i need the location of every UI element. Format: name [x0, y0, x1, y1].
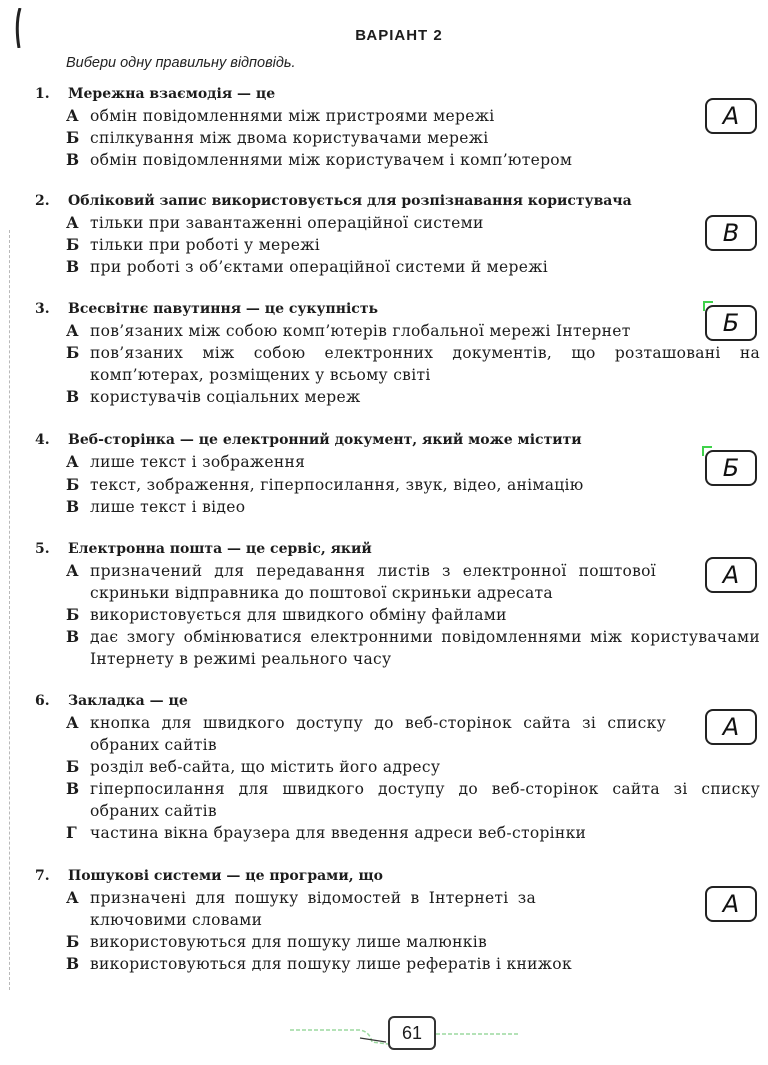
option-letter: В: [66, 387, 80, 406]
margin-line: [9, 230, 11, 990]
option-a[interactable]: [66, 712, 666, 756]
option-text: призначений для передавання листів з електронної поштової скриньки відправника до поштової скриньки адресата: [90, 562, 656, 602]
option-c[interactable]: [66, 953, 572, 975]
answer-box[interactable]: [705, 886, 757, 922]
option-text: тільки при завантаженні операційної системи: [90, 214, 484, 232]
answer-value: А: [722, 713, 740, 741]
option-text: обмін повідомленнями між користувачем і комп’ютером: [90, 151, 573, 169]
question-stem: Мережна взаємодія — це: [68, 86, 276, 102]
answer-box[interactable]: [705, 557, 757, 593]
footer-decoration: [0, 1008, 768, 1058]
option-text: користувачів соціальних мереж: [90, 388, 361, 406]
question-stem: Електронна пошта — це сервіс, який: [68, 541, 372, 557]
option-text: використовується для швидкого обміну файлами: [90, 606, 507, 624]
answer-value: А: [722, 102, 740, 130]
answer-value: А: [722, 890, 740, 918]
option-text: пов’язаних між собою комп’ютерів глобальної мережі Інтернет: [90, 322, 631, 340]
option-letter: Б: [66, 605, 80, 624]
instruction-text: Вибери одну правильну відповідь.: [66, 55, 296, 71]
option-b[interactable]: [66, 342, 760, 386]
option-letter: В: [66, 257, 80, 276]
option-a[interactable]: [66, 887, 536, 931]
option-letter: Б: [66, 235, 80, 254]
option-text: використовуються для пошуку лише малюнків: [90, 933, 488, 951]
option-b[interactable]: [66, 234, 320, 256]
option-letter: В: [66, 954, 80, 973]
option-letter: Г: [66, 823, 78, 842]
page-footer: [0, 1008, 768, 1058]
answer-box[interactable]: [705, 450, 757, 486]
option-text: спілкування між двома користувачами мережі: [90, 129, 489, 147]
option-text: тільки при роботі у мережі: [90, 236, 321, 254]
option-letter: А: [66, 452, 79, 471]
option-letter: А: [66, 213, 79, 232]
option-c[interactable]: [66, 386, 361, 408]
option-text: використовуються для пошуку лише рефератів і книжок: [90, 955, 572, 973]
option-b[interactable]: [66, 474, 584, 496]
option-c[interactable]: [66, 496, 245, 518]
option-letter: Б: [66, 343, 80, 362]
option-text: дає змогу обмінюватися електронними повідомленнями між користувачами Інтернету в режимі реального часу: [90, 628, 760, 668]
option-a[interactable]: [66, 105, 495, 127]
question-stem: Обліковий запис використовується для розпізнавання користувача: [68, 193, 632, 209]
option-c[interactable]: [66, 149, 572, 171]
option-b[interactable]: [66, 127, 489, 149]
option-a[interactable]: [66, 560, 656, 604]
option-d[interactable]: [66, 822, 586, 844]
question-number: 6.: [35, 693, 50, 709]
page-number: 61: [388, 1016, 436, 1050]
option-text: лише текст і зображення: [90, 453, 306, 471]
option-c[interactable]: [66, 626, 760, 670]
option-letter: А: [66, 321, 79, 340]
question-stem: Веб-сторінка — це електронний документ, який може містити: [68, 432, 582, 448]
question-stem: Пошукові системи — це програми, що: [68, 868, 383, 884]
option-letter: А: [66, 106, 79, 125]
option-text: обмін повідомленнями між пристроями мережі: [90, 107, 495, 125]
option-letter: А: [66, 888, 79, 907]
option-c[interactable]: [66, 778, 760, 822]
option-letter: А: [66, 713, 79, 732]
option-letter: Б: [66, 128, 80, 147]
option-letter: В: [66, 497, 80, 516]
answer-box[interactable]: [705, 98, 757, 134]
question-stem: Всесвітнє павутиння — це сукупність: [68, 301, 379, 317]
option-letter: Б: [66, 932, 80, 951]
option-b[interactable]: [66, 931, 487, 953]
option-text: частина вікна браузера для введення адреси веб-сторінки: [90, 824, 587, 842]
option-text: розділ веб-сайта, що містить його адресу: [90, 758, 441, 776]
option-text: гіперпосилання для швидкого доступу до веб-сторінок сайта зі списку обраних сайтів: [90, 780, 760, 820]
option-a[interactable]: [66, 451, 305, 473]
option-text: призначені для пошуку відомостей в Інтернеті за ключовими словами: [90, 889, 536, 929]
option-letter: Б: [66, 475, 80, 494]
answer-value: В: [722, 219, 740, 247]
variant-title: ВАРІАНТ 2: [355, 27, 443, 44]
green-check-mark: [703, 301, 713, 311]
option-b[interactable]: [66, 756, 440, 778]
option-text: текст, зображення, гіперпосилання, звук, відео, анімацію: [90, 476, 584, 494]
question-number: 5.: [35, 541, 50, 557]
question-number: 7.: [35, 868, 50, 884]
question-number: 2.: [35, 193, 50, 209]
option-text: лише текст і відео: [90, 498, 246, 516]
option-a[interactable]: [66, 320, 631, 342]
option-a[interactable]: [66, 212, 484, 234]
option-letter: А: [66, 561, 79, 580]
question-number: 3.: [35, 301, 50, 317]
answer-value: Б: [722, 454, 740, 482]
answer-box[interactable]: [705, 709, 757, 745]
question-number: 4.: [35, 432, 50, 448]
option-text: кнопка для швидкого доступу до веб-сторінок сайта зі списку обраних сайтів: [90, 714, 666, 754]
answer-box[interactable]: [705, 215, 757, 251]
answer-value: А: [722, 561, 740, 589]
option-text: при роботі з об’єктами операційної системи й мережі: [90, 258, 549, 276]
option-text: пов’язаних між собою електронних документів, що розташовані на комп’ютерах, розміщених у всьому світі: [90, 344, 760, 384]
green-check-mark: [702, 446, 712, 456]
option-b[interactable]: [66, 604, 507, 626]
option-letter: В: [66, 150, 80, 169]
question-number: 1.: [35, 86, 50, 102]
option-letter: В: [66, 779, 80, 798]
option-letter: Б: [66, 757, 80, 776]
question-stem: Закладка — це: [68, 693, 188, 709]
answer-value: Б: [722, 309, 740, 337]
option-letter: В: [66, 627, 80, 646]
option-c[interactable]: [66, 256, 548, 278]
